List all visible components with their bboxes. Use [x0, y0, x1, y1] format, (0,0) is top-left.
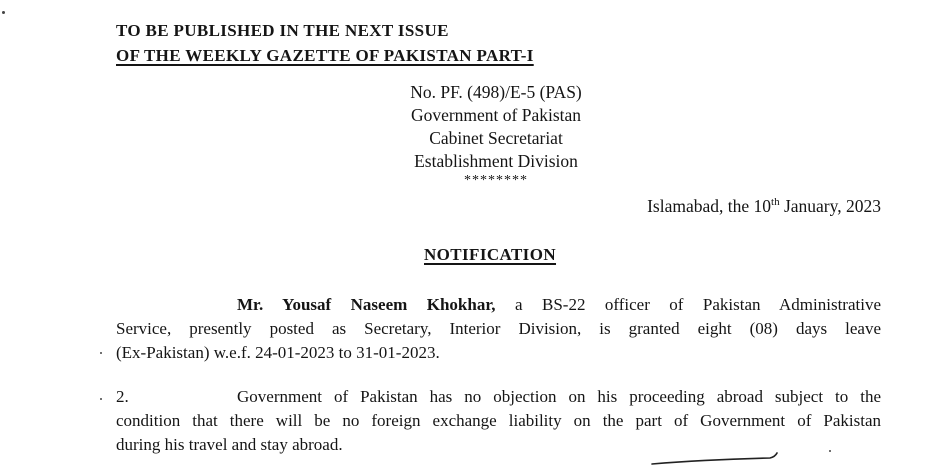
separator-stars: ******** [464, 173, 528, 188]
paragraph1-line1-text: a BS-22 officer of Pakistan Administrative [495, 295, 881, 314]
date-prefix: Islamabad, the 10 [647, 196, 772, 216]
secretariat-name: Cabinet Secretariat [429, 128, 563, 148]
paragraph2-line1: Government of Pakistan has no objection on his proceeding abroad subject to the [237, 387, 881, 406]
gazette-header-line1: TO BE PUBLISHED IN THE NEXT ISSUE [116, 21, 449, 40]
paragraph2-number: 2. [116, 387, 129, 406]
reference-number: No. PF. (498)/E-5 (PAS) [410, 82, 582, 102]
paragraph1-line2: Service, presently posted as Secretary, Interior Division, is granted eight (08) days leave [116, 319, 881, 338]
scan-speck [2, 11, 5, 14]
date-line [647, 196, 881, 217]
signature-mark [648, 450, 788, 467]
paragraph1-line1 [237, 295, 881, 315]
division-name: Establishment Division [414, 151, 578, 171]
paragraph1-line3: (Ex-Pakistan) w.e.f. 24-01-2023 to 31-01-2023. [116, 343, 440, 362]
scan-speck [100, 352, 102, 354]
officer-name: Mr. Yousaf Naseem Khokhar, [237, 295, 496, 314]
gazette-header-line2: OF THE WEEKLY GAZETTE OF PAKISTAN PART-I [116, 46, 534, 65]
paragraph2-line3: during his travel and stay abroad. [116, 435, 343, 454]
date-superscript: th [771, 196, 780, 209]
paragraph2-line2: condition that there will be no foreign exchange liability on the part of Government of Pakistan [116, 411, 881, 430]
government-name: Government of Pakistan [410, 105, 582, 125]
notification-title: NOTIFICATION [424, 245, 557, 264]
scan-speck [829, 450, 831, 452]
scan-speck [100, 398, 102, 400]
date-suffix: January, 2023 [779, 196, 881, 216]
